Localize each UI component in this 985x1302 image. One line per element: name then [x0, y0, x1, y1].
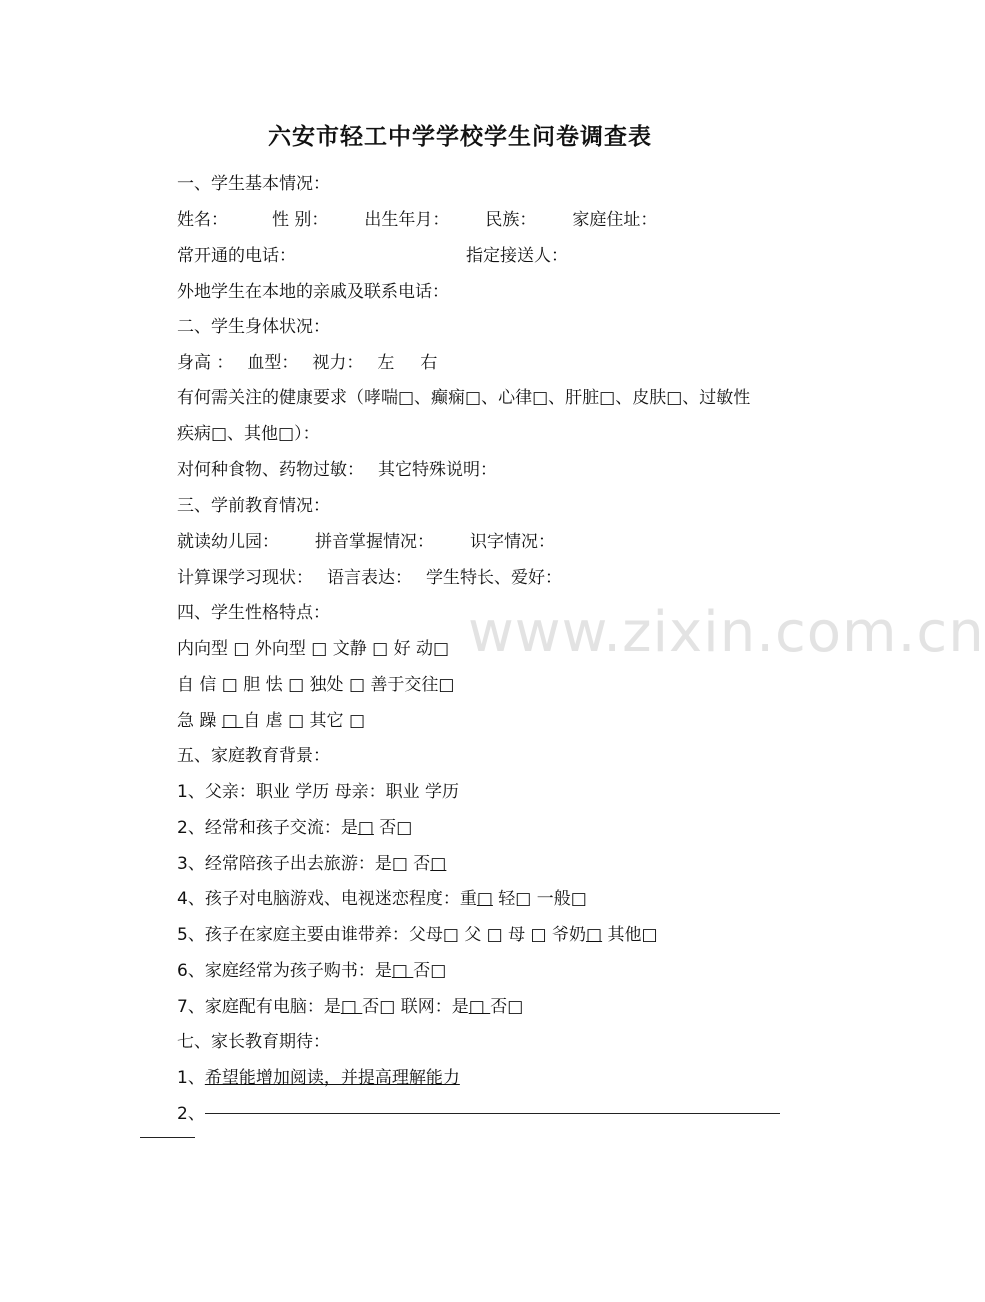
family-q5-grandparents-checkbox: □	[586, 925, 603, 945]
vision-left-label: 左	[377, 353, 395, 373]
blood-label: 血型：	[247, 353, 299, 373]
watermark: www.zixin.com.cn	[468, 600, 985, 665]
family-q4-heavy-checkbox: □	[476, 889, 493, 909]
family-q4-other-options: 轻□ 一般□	[492, 889, 587, 909]
family-q6-text: 6、家庭经常为孩子购书：是	[177, 961, 392, 981]
family-q6-yes-checkbox: □	[391, 961, 414, 981]
family-q2	[177, 816, 412, 840]
special-note-label: 其它特殊说明：	[378, 460, 497, 480]
personality-row-1: 内向型 □ 外向型 □ 文静 □ 好 动□	[177, 639, 450, 659]
birth-label: 出生年月：	[364, 210, 450, 230]
expectation-2-number: 2、	[177, 1104, 205, 1124]
family-q3	[177, 852, 446, 876]
personality-row-3	[177, 709, 365, 733]
health-requirements-line-1: 有何需关注的健康要求（哮喘□、癫痫□、心律□、肝脏□、皮肤□、过敏性	[177, 388, 751, 408]
family-q4	[177, 887, 587, 911]
personality-row-3-start: 急 躁	[177, 711, 222, 731]
health-requirements-line-2: 疾病□、其他□）：	[177, 424, 320, 444]
family-q3-text: 3、经常陪孩子出去旅游：是□ 否	[177, 854, 431, 874]
ethnic-label: 民族：	[485, 210, 537, 230]
expectation-2-blank-line	[205, 1113, 780, 1114]
learning-row	[177, 566, 562, 590]
expectation-1	[177, 1066, 460, 1090]
expectation-1-text: 希望能增加阅读，并提高理解能力	[204, 1068, 460, 1088]
physical-row	[177, 351, 437, 375]
section-3-heading: 三、学前教育情况：	[177, 496, 330, 516]
language-label: 语言表达：	[327, 568, 412, 588]
pickup-label: 指定接送人：	[466, 246, 568, 266]
allergy-row	[177, 458, 497, 482]
vision-right-label: 右	[420, 353, 438, 373]
section-5-heading: 五、家庭教育背景：	[177, 746, 330, 766]
expectation-1-number: 1、	[177, 1068, 205, 1088]
personality-row-3-end: 自 虐 □ 其它 □	[243, 711, 366, 731]
contact-row	[177, 244, 568, 268]
gender-label: 性 别：	[272, 210, 329, 230]
family-q1: 1、父亲：职业 学历 母亲：职业 学历	[177, 782, 460, 802]
personality-checkbox-underlined: □	[221, 711, 244, 731]
section-7-heading: 七、家长教育期待：	[177, 1032, 330, 1052]
family-q7-internet-text: 否□ 联网：是	[362, 997, 469, 1017]
family-q7-text: 7、家庭配有电脑：是	[177, 997, 341, 1017]
allergy-label: 对何种食物、药物过敏：	[177, 460, 364, 480]
family-q7	[177, 995, 523, 1019]
page-title: 六安市轻工中学学校学生问卷调查表	[268, 124, 652, 150]
family-q5-text: 5、孩子在家庭主要由谁带养：父母□ 父 □ 母 □ 爷奶	[177, 925, 587, 945]
relatives-label: 外地学生在本地的亲戚及联系电话：	[177, 282, 449, 302]
pinyin-label: 拼音掌握情况：	[315, 532, 434, 552]
phone-label: 常开通的电话：	[177, 246, 296, 266]
kindergarten-label: 就读幼儿园：	[177, 532, 279, 552]
math-label: 计算课学习现状：	[177, 568, 313, 588]
family-q4-text: 4、孩子对电脑游戏、电视迷恋程度：重	[177, 889, 477, 909]
family-q7-internet-no-option: 否□	[490, 997, 524, 1017]
preschool-row	[177, 530, 555, 554]
family-q2-text: 2、经常和孩子交流：是	[177, 818, 358, 838]
family-q6	[177, 959, 446, 983]
vision-label: 视力：	[312, 353, 364, 373]
family-q6-no-option: 否□	[413, 961, 447, 981]
section-1-heading: 一、学生基本情况：	[177, 174, 330, 194]
address-label: 家庭住址：	[572, 210, 658, 230]
hobby-label: 学生特长、爱好：	[426, 568, 562, 588]
height-label: 身高 ：	[177, 353, 234, 373]
basic-info-row	[177, 208, 657, 232]
expectation-2-blank-line-continued	[140, 1137, 195, 1138]
personality-row-2: 自 信 □ 胆 怯 □ 独处 □ 善于交往□	[177, 675, 455, 695]
family-q2-no-option: 否□	[373, 818, 413, 838]
name-label: 姓名：	[177, 210, 228, 230]
family-q5	[177, 923, 658, 947]
family-q5-other-option: 其他□	[602, 925, 658, 945]
section-2-heading: 二、学生身体状况：	[177, 317, 330, 337]
family-q7-computer-yes-checkbox: □	[340, 997, 363, 1017]
section-4-heading: 四、学生性格特点：	[177, 603, 330, 623]
family-q7-internet-yes-checkbox: □	[468, 997, 491, 1017]
family-q3-no-checkbox: □	[430, 854, 447, 874]
family-q2-yes-checkbox: □	[357, 818, 374, 838]
literacy-label: 识字情况：	[470, 532, 555, 552]
